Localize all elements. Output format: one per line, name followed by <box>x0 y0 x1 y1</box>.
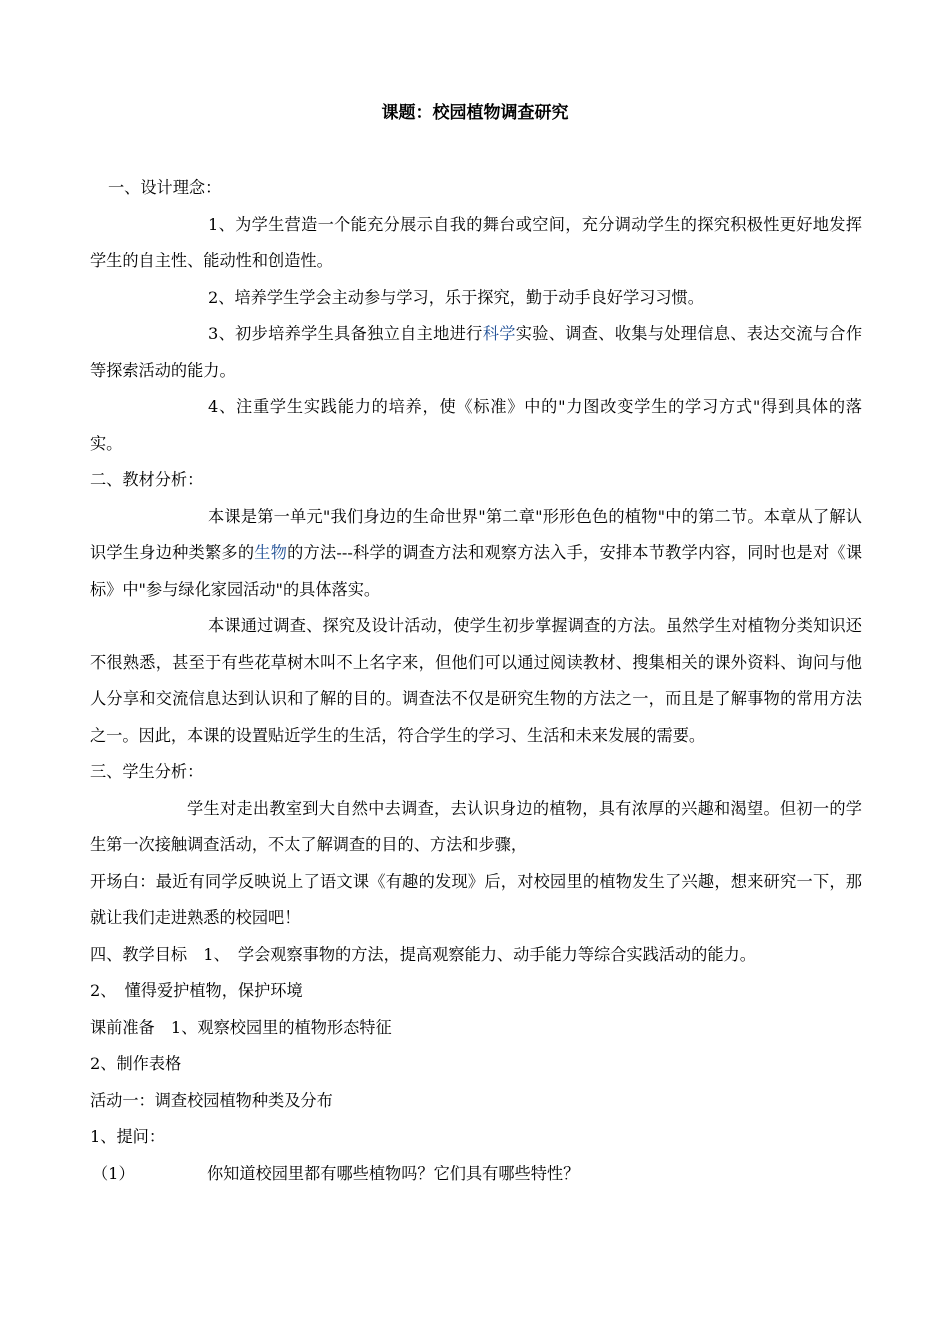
keyword-link-biology[interactable]: 生物 <box>254 543 288 562</box>
section-heading-design-concept: 一、设计理念： <box>108 178 222 197</box>
paragraph-material-1 <box>90 499 862 609</box>
paragraph-material-1-part-a: 本课是第一单元"我们身边的生命世界"第二章"形形色色的植物"中的第二节。本章从了解认识学生身边种类繁多的 <box>90 506 862 562</box>
keyword-link-science[interactable]: 科学 <box>482 324 516 343</box>
ask-heading: 1、提问： <box>90 1127 166 1146</box>
paragraph-concept-3 <box>90 316 862 389</box>
paragraph-opening-remarks: 开场白：最近有同学反映说上了语文课《有趣的发现》后，对校园里的植物发生了兴趣，想来研究一下，那就让我们走进熟悉的校园吧！ <box>90 871 862 927</box>
paragraph-concept-4: 4、注重学生实践能力的培养，使《标准》中的"力图改变学生的学习方式"得到具体的落实。 <box>90 397 862 453</box>
paragraph-concept-3-part-b: 实验、调查、收集与处理信息、表达交流与合作等探索活动的能力。 <box>90 324 863 380</box>
document-body <box>90 170 862 1192</box>
preparation-item-2: 2、制作表格 <box>90 1054 182 1073</box>
section-heading-material-analysis: 二、教材分析： <box>90 470 204 489</box>
paragraph-concept-3-part-a: 3、初步培养学生具备独立自主地进行 <box>208 324 483 343</box>
activity-1-heading: 活动一：调查校园植物种类及分布 <box>90 1090 333 1110</box>
section-heading-student-analysis: 三、学生分析： <box>90 762 204 781</box>
paragraph-material-1-part-b: 的方法---科学的调查方法和观察方法入手，安排本节教学内容，同时也是对《课标》中"参与绿化家园活动"的具体落实。 <box>90 543 863 599</box>
section-teaching-goals: 四、教学目标 1、 学会观察事物的方法，提高观察能力、动手能力等综合实践活动的能力。 <box>90 944 756 964</box>
paragraph-concept-2: 2、培养学生学会主动参与学习，乐于探究，勤于动手良好学习习惯。 <box>208 287 704 307</box>
paragraph-student-analysis: 学生对走出教室到大自然中去调查，去认识身边的植物，具有浓厚的兴趣和渴望。但初一的学生第一次接触调查活动，不太了解调查的目的、方法和步骤， <box>90 798 862 854</box>
question-1 <box>90 1156 862 1193</box>
paragraph-material-2: 本课通过调查、探究及设计活动，使学生初步掌握调查的方法。虽然学生对植物分类知识还不很熟悉，甚至于有些花草树木叫不上名字来，但他们可以通过阅读教材、搜集相关的课外资料、询问与他人分享和交流信息达到认识和了解的目的。调查法不仅是研究生物的方法之一，而且是了解事物的常用方法之一。因此，本课的设置贴近学生的生活，符合学生的学习、生活和未来发展的需要。 <box>90 616 862 745</box>
paragraph-concept-1: 1、为学生营造一个能充分展示自我的舞台或空间，充分调动学生的探究积极性更好地发挥学生的自主性、能动性和创造性。 <box>90 214 862 270</box>
teaching-goal-2: 2、 懂得爱护植物，保护环境 <box>90 981 303 1000</box>
document-title: 课题：校园植物调查研究 <box>381 103 569 123</box>
preparation-item-1: 课前准备 1、观察校园里的植物形态特征 <box>90 1017 392 1037</box>
question-1-text: 你知道校园里都有哪些植物吗？它们具有哪些特性？ <box>207 1163 580 1183</box>
question-1-number: （1） <box>92 1163 135 1183</box>
